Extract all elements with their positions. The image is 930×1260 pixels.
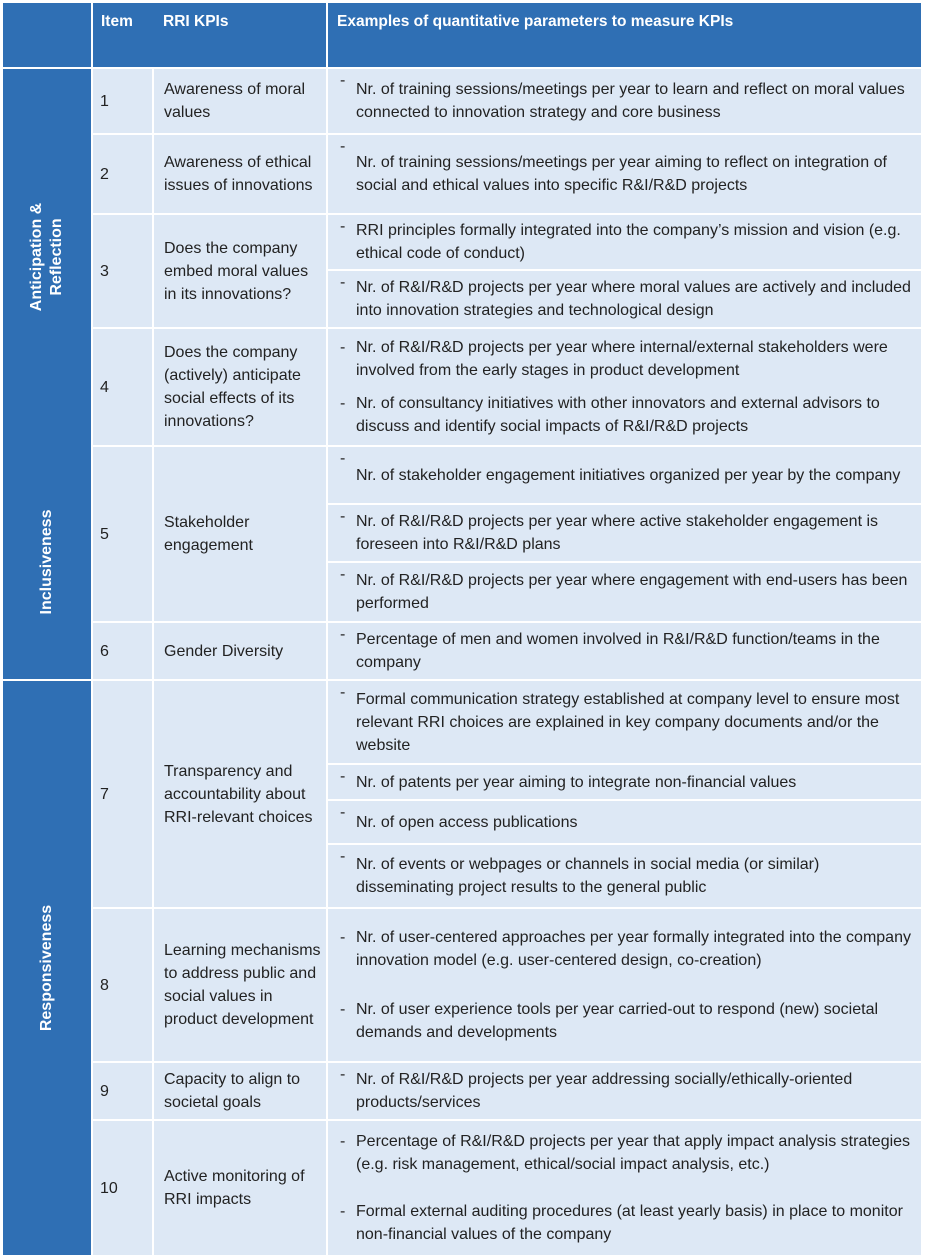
example-cell: - Nr. of training sessions/meetings per year aiming to reflect on integration of social and ethical values into specific R&I/R&D projects	[328, 135, 921, 213]
group-inclusiveness: Inclusiveness	[3, 444, 91, 679]
kpi-table	[3, 3, 921, 1255]
item-number: 9	[93, 1063, 152, 1119]
kpi-cell: Awareness of ethical issues of innovations	[154, 135, 326, 213]
kpi-cell: Awareness of moral values	[154, 69, 326, 133]
header-examples: Examples of quantitative parameters to measure KPIs	[337, 13, 734, 30]
item-number: 4	[93, 329, 152, 445]
item-number: 8	[93, 909, 152, 1061]
example-cell: - Percentage of R&I/R&D projects per year that apply impact analysis strategies (e.g. risk management, ethical/social impact analysis, etc.) - Formal external auditing procedures (at least yearly basis) in place to monitor non-financial values of the company	[328, 1121, 921, 1255]
kpi-cell: Stakeholder engagement	[154, 447, 326, 621]
header-row	[3, 3, 921, 67]
item-number: 7	[93, 681, 152, 907]
item-number: 2	[93, 135, 152, 213]
kpi-cell: Learning mechanisms to address public and social values in product development	[154, 909, 326, 1061]
example-cell: - Nr. of R&I/R&D projects per year where engagement with end-users has been performed	[328, 563, 921, 621]
kpi-cell: Does the company (actively) anticipate social effects of its innovations?	[154, 329, 326, 445]
example-cell: - Nr. of R&I/R&D projects per year where active stakeholder engagement is foreseen into R&I/R&D plans	[328, 505, 921, 561]
example-cell: - Nr. of training sessions/meetings per year to learn and reflect on moral values connected to innovation strategy and core business	[328, 69, 921, 133]
example-cell: - RRI principles formally integrated into the company’s mission and vision (e.g. ethical code of conduct)	[328, 215, 921, 269]
kpi-cell: Active monitoring of RRI impacts	[154, 1121, 326, 1255]
header-item: Item	[101, 13, 133, 30]
item-number: 10	[93, 1121, 152, 1255]
example-cell: - Nr. of R&I/R&D projects per year where internal/external stakeholders were involved from the early stages in product development - Nr. of consultancy initiatives with other innovators and external advisors to discuss and identify social impacts of R&I/R&D projects	[328, 329, 921, 445]
group-responsiveness: Responsiveness	[3, 681, 91, 1255]
item-number: 3	[93, 215, 152, 327]
item-number: 1	[93, 69, 152, 133]
example-cell: - Nr. of user-centered approaches per year formally integrated into the company innovation model (e.g. user-centered design, co-creation) - Nr. of user experience tools per year carried-out to respond (new) societal demands and developments	[328, 909, 921, 1061]
group-anticipation-reflection: Anticipation & Reflection	[3, 69, 91, 444]
item-number: 6	[93, 623, 152, 679]
kpi-cell: Transparency and accountability about RRI-relevant choices	[154, 681, 326, 907]
header-kpis: RRI KPIs	[163, 13, 229, 30]
kpi-cell: Capacity to align to societal goals	[154, 1063, 326, 1119]
kpi-cell: Gender Diversity	[154, 623, 326, 679]
kpi-cell: Does the company embed moral values in its innovations?	[154, 215, 326, 327]
example-cell: - Nr. of patents per year aiming to integrate non-financial values	[328, 765, 921, 799]
example-cell: - Nr. of R&I/R&D projects per year addressing socially/ethically-oriented products/services	[328, 1063, 921, 1119]
example-cell: - Nr. of stakeholder engagement initiatives organized per year by the company	[328, 447, 921, 503]
example-cell: - Formal communication strategy established at company level to ensure most relevant RRI choices are explained in key company documents and/or the website	[328, 681, 921, 763]
example-cell: - Nr. of open access publications	[328, 801, 921, 843]
example-cell: - Nr. of R&I/R&D projects per year where moral values are actively and included into innovation strategies and technological design	[328, 271, 921, 327]
example-cell: - Percentage of men and women involved in R&I/R&D function/teams in the company	[328, 623, 921, 679]
item-number: 5	[93, 447, 152, 621]
example-cell: - Nr. of events or webpages or channels in social media (or similar) disseminating project results to the general public	[328, 845, 921, 907]
